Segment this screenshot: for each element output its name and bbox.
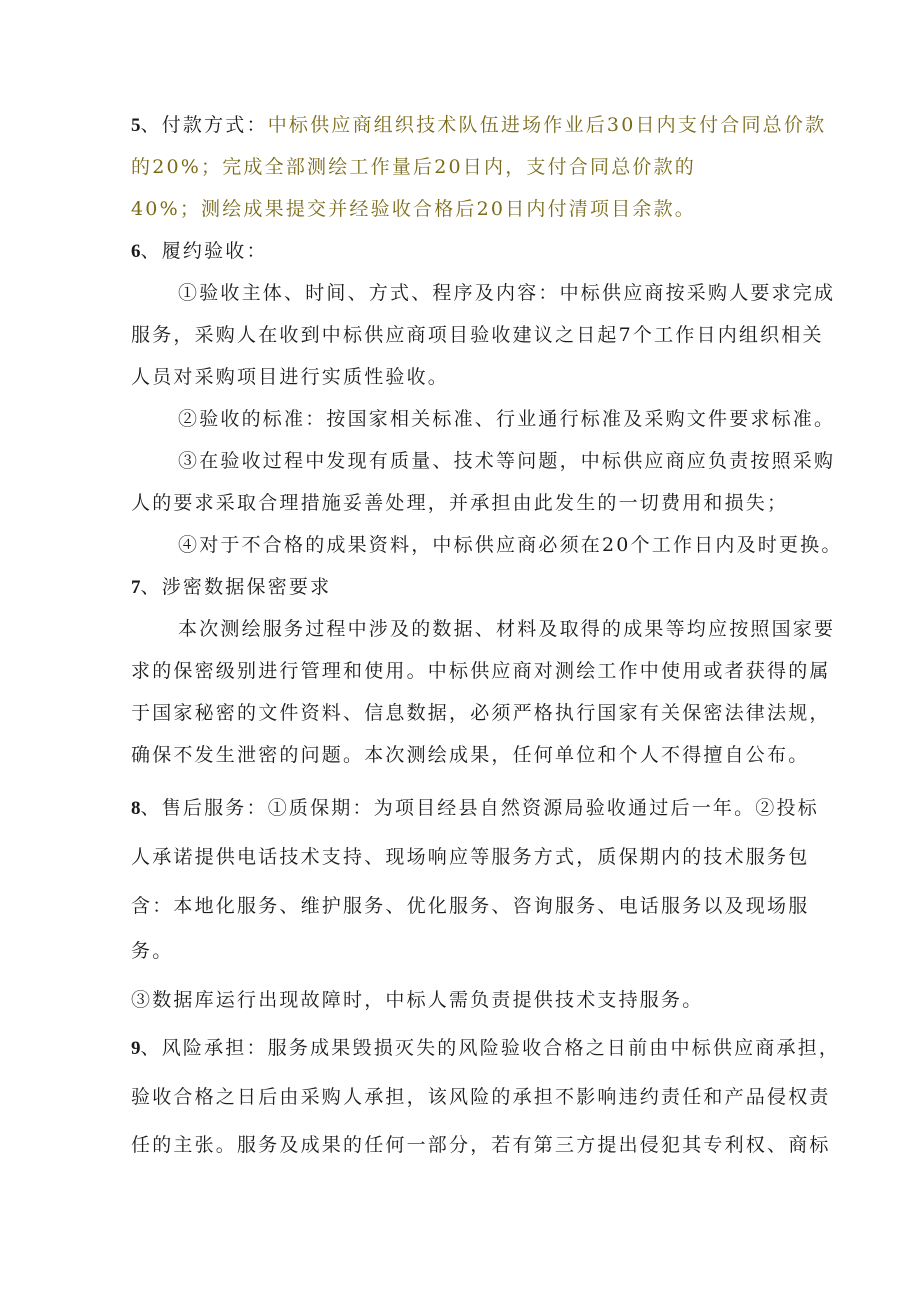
- paragraph-line: 人承诺提供电话技术支持、现场响应等服务方式，质保期内的技术服务包: [131, 846, 810, 868]
- paragraph-line: 任的主张。服务及成果的任何一部分，若有第三方提出侵犯其专利权、商标: [131, 1134, 831, 1156]
- section-label: 、付款方式：: [140, 114, 268, 136]
- paragraph-line: 务。: [131, 940, 174, 962]
- section-number: 6: [131, 241, 141, 262]
- paragraph-line: ④对于不合格的成果资料，中标供应商必须在20个工作日内及时更换。: [178, 534, 843, 556]
- section-label: 、售后服务：①质保期：为项目经县自然资源局验收通过后一年。②投标: [140, 797, 819, 819]
- paragraph-line: 本次测绘服务过程中涉及的数据、材料及取得的成果等均应按照国家要: [178, 618, 836, 640]
- section-label: 、风险承担：服务成果毁损灭失的风险验收合格之日前由中标供应商承担，: [140, 1037, 841, 1059]
- paragraph-line: 服务，采购人在收到中标供应商项目验收建议之日起7个工作日内组织相关: [131, 324, 824, 346]
- paragraph-line: ①验收主体、时间、方式、程序及内容：中标供应商按采购人要求完成: [178, 282, 836, 304]
- section-number: 8: [131, 798, 141, 819]
- paragraph-line: 确保不发生泄密的问题。本次测绘成果，任何单位和个人不得擅自公布。: [131, 744, 810, 766]
- section-6-heading: [131, 237, 268, 266]
- section-number: 5: [131, 115, 141, 136]
- section-9-heading: [131, 1034, 840, 1063]
- paragraph-line: 含：本地化服务、维护服务、优化服务、咨询服务、电话服务以及现场服: [131, 895, 810, 917]
- section-label: 、履约验收：: [140, 240, 268, 262]
- payment-text: 40%；测绘成果提交并经验收合格后20日内付清项目余款。: [131, 198, 697, 220]
- paragraph-line: ②验收的标准：按国家相关标准、行业通行标准及采购文件要求标准。: [178, 408, 836, 430]
- section-8-heading: [131, 794, 819, 823]
- paragraph-line: 求的保密级别进行管理和使用。中标供应商对测绘工作中使用或者获得的属: [131, 660, 831, 682]
- paragraph-line: 验收合格之日后由采购人承担，该风险的承担不影响违约责任和产品侵权责: [131, 1086, 831, 1108]
- payment-text: 中标供应商组织技术队伍进场作业后30日内支付合同总价款: [267, 114, 827, 136]
- paragraph-line: ③数据库运行出现故障时，中标人需负责提供技术支持服务。: [131, 989, 704, 1011]
- section-7-heading: [131, 573, 331, 602]
- section-number: 7: [131, 577, 141, 598]
- payment-text: 的20%；完成全部测绘工作量后20日内，支付合同总价款的: [131, 156, 697, 178]
- section-label: 、涉密数据保密要求: [140, 576, 332, 598]
- section-5-heading: [131, 111, 826, 140]
- paragraph-line: 人员对采购项目进行实质性验收。: [131, 366, 450, 388]
- paragraph-line: 于国家秘密的文件资料、信息数据，必须严格执行国家有关保密法律法规，: [131, 702, 831, 724]
- paragraph-line: 人的要求采取合理措施妥善处理，并承担由此发生的一切费用和损失；: [131, 492, 789, 514]
- paragraph-line: ③在验收过程中发现有质量、技术等问题，中标供应商应负责按照采购: [178, 450, 836, 472]
- section-number: 9: [131, 1038, 141, 1059]
